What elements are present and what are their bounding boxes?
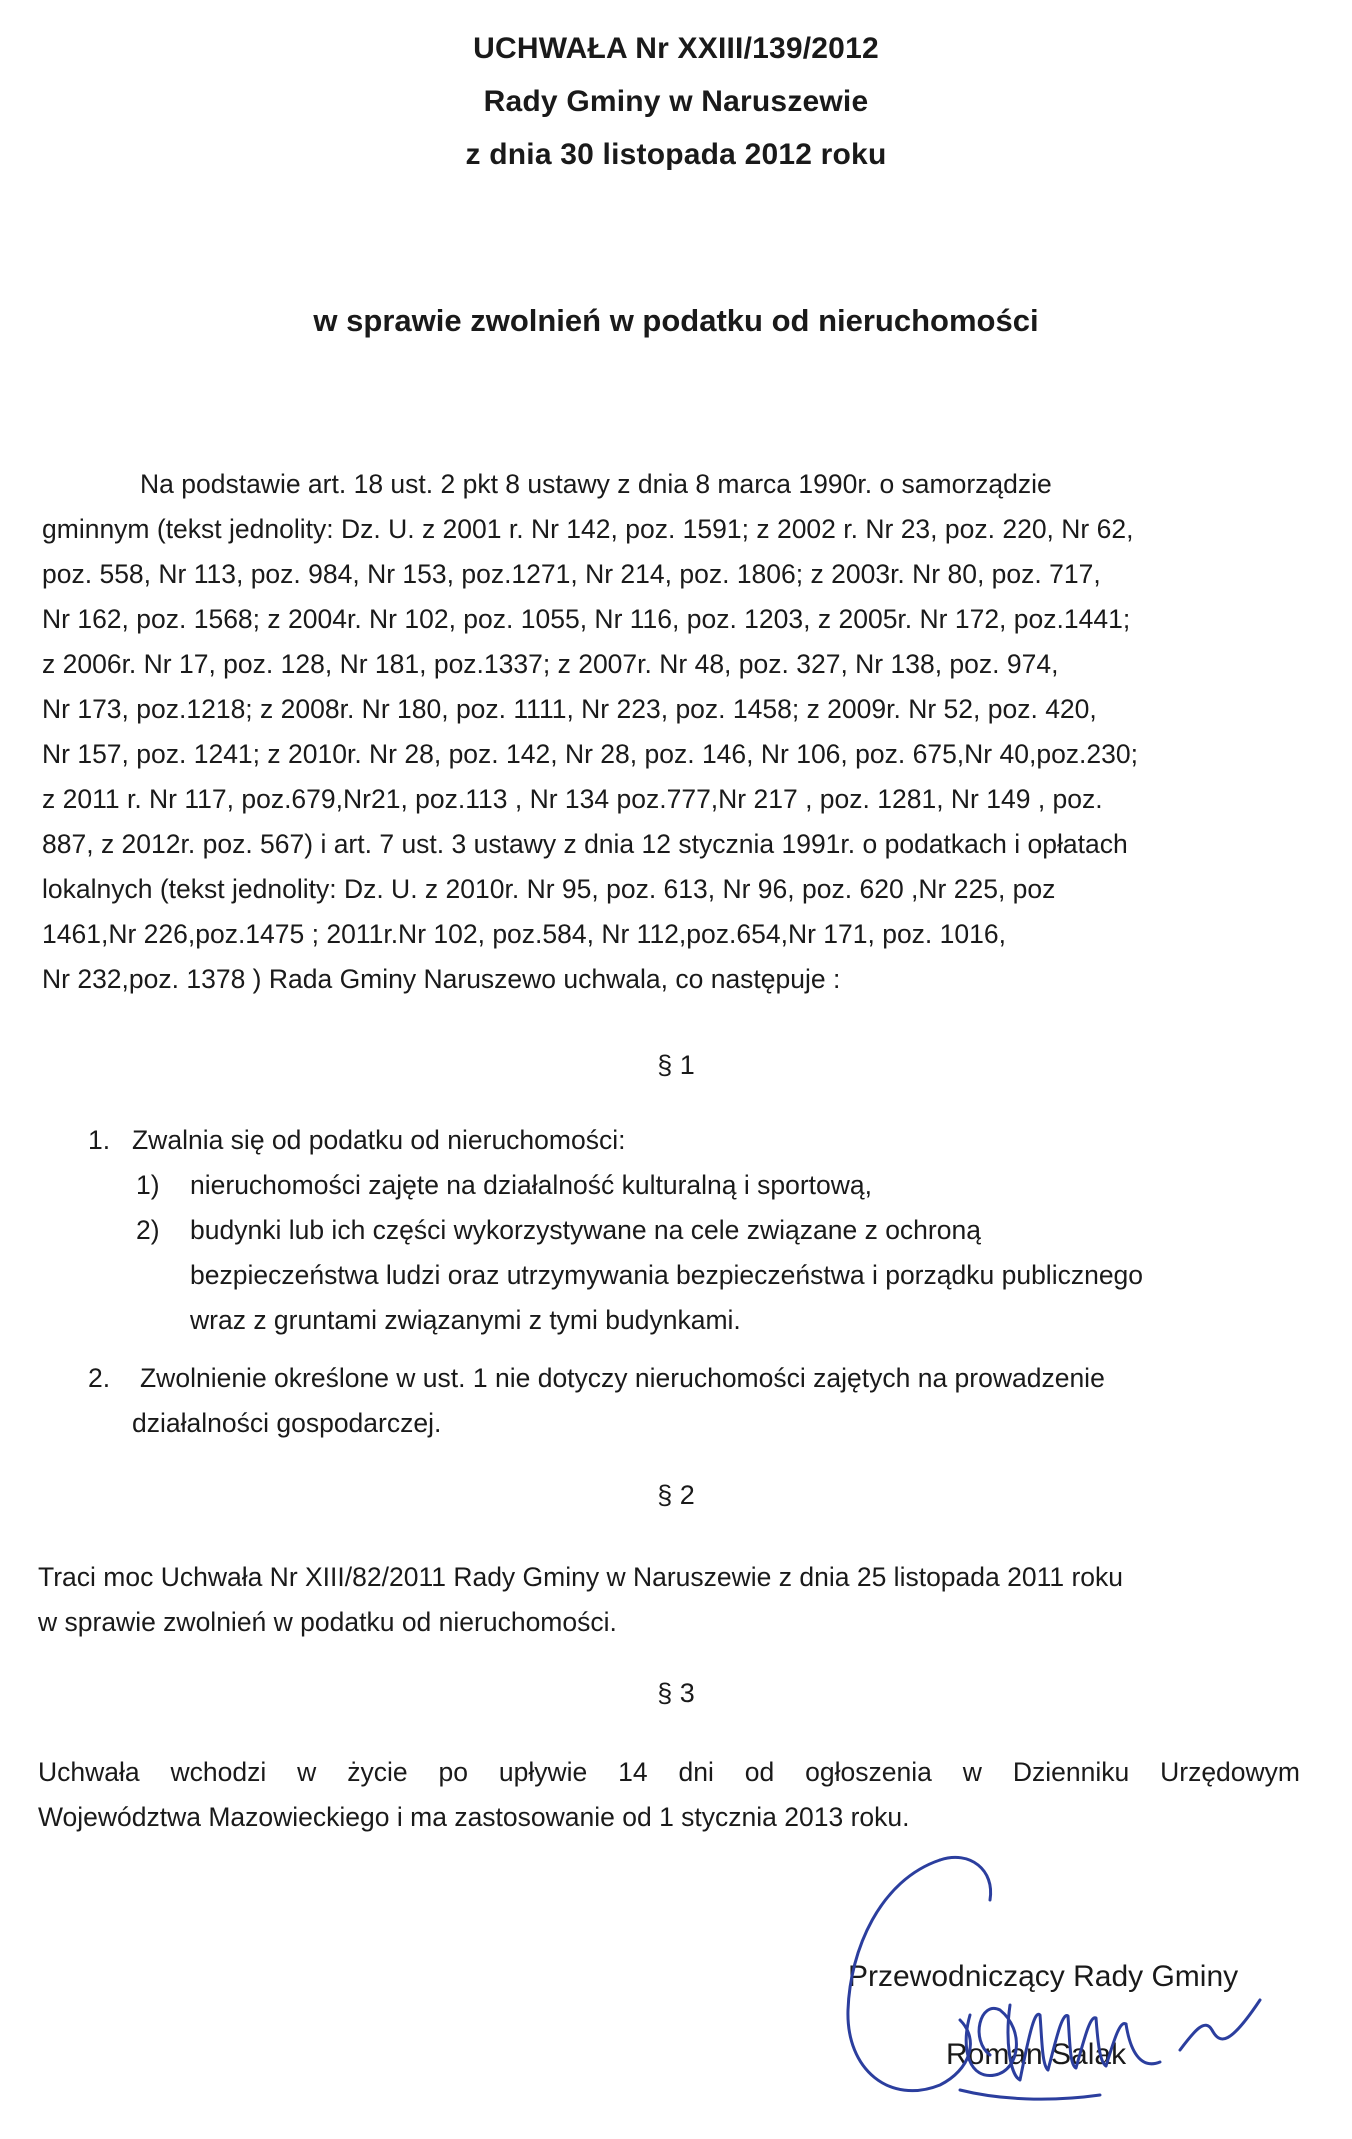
subitem-number: 1) (136, 1170, 160, 1200)
section-2-line: Traci moc Uchwała Nr XIII/82/2011 Rady Gminy w Naruszewie z dnia 25 listopada 2011 roku (38, 1562, 1124, 1592)
preamble-line: Na podstawie art. 18 ust. 2 pkt 8 ustawy z dnia 8 marca 1990r. o samorządzie (140, 469, 1052, 499)
resolution-title: UCHWAŁA Nr XXIII/139/2012 (473, 32, 879, 65)
section-3-heading: § 3 (657, 1678, 695, 1708)
preamble-line: poz. 558, Nr 113, poz. 984, Nr 153, poz.1271, Nr 214, poz. 1806; z 2003r. Nr 80, poz. 717, (42, 559, 1101, 589)
subitem-text: nieruchomości zajęte na działalność kulturalną i sportową, (190, 1170, 872, 1200)
resolution-subject: w sprawie zwolnień w podatku od nieruchomości (313, 303, 1039, 338)
signatory-name: Roman Salak (946, 2038, 1127, 2071)
council-name: Rady Gminy w Naruszewie (483, 85, 869, 118)
section-3-line: Uchwała wchodzi w życie po upływie 14 dni od ogłoszenia w Dzienniku Urzędowym (38, 1757, 1300, 1787)
preamble-line: Nr 162, poz. 1568; z 2004r. Nr 102, poz. 1055, Nr 116, poz. 1203, z 2005r. Nr 172, poz.1441; (42, 604, 1131, 634)
preamble-line: lokalnych (tekst jednolity: Dz. U. z 2010r. Nr 95, poz. 613, Nr 96, poz. 620 ,Nr 225, poz (42, 874, 1056, 904)
item-text: Zwolnienie określone w ust. 1 nie dotyczy nieruchomości zajętych na prowadzenie (140, 1363, 1105, 1393)
section-2-line: w sprawie zwolnień w podatku od nieruchomości. (38, 1607, 617, 1637)
subitem-number: 2) (136, 1215, 160, 1245)
preamble-line: Nr 173, poz.1218; z 2008r. Nr 180, poz. 1111, Nr 223, poz. 1458; z 2009r. Nr 52, poz. 420, (42, 694, 1097, 724)
item-number: 2. (88, 1363, 111, 1393)
section-2-heading: § 2 (657, 1480, 695, 1510)
signatory-role: Przewodniczący Rady Gminy (848, 1960, 1239, 1993)
resolution-date: z dnia 30 listopada 2012 roku (465, 138, 887, 171)
preamble-line: z 2011 r. Nr 117, poz.679,Nr21, poz.113 , Nr 134 poz.777,Nr 217 , poz. 1281, Nr 149 , poz. (42, 784, 1103, 814)
preamble-line: Nr 157, poz. 1241; z 2010r. Nr 28, poz. 142, Nr 28, poz. 146, Nr 106, poz. 675,Nr 40,poz.230; (42, 739, 1138, 769)
preamble-line: Nr 232,poz. 1378 ) Rada Gminy Naruszewo uchwala, co następuje : (42, 964, 841, 994)
preamble-line: z 2006r. Nr 17, poz. 128, Nr 181, poz.1337; z 2007r. Nr 48, poz. 327, Nr 138, poz. 974, (42, 649, 1059, 679)
handwritten-signature (820, 1840, 1300, 2130)
item-text: działalności gospodarczej. (132, 1408, 442, 1438)
subitem-text: bezpieczeństwa ludzi oraz utrzymywania bezpieczeństwa i porządku publicznego (190, 1260, 1144, 1290)
section-3-line: Województwa Mazowieckiego i ma zastosowanie od 1 stycznia 2013 roku. (38, 1802, 910, 1832)
subitem-text: budynki lub ich części wykorzystywane na cele związane z ochroną (190, 1215, 981, 1245)
item-number: 1. (88, 1125, 111, 1155)
preamble-line: 1461,Nr 226,poz.1475 ; 2011r.Nr 102, poz.584, Nr 112,poz.654,Nr 171, poz. 1016, (42, 919, 1006, 949)
preamble-line: gminnym (tekst jednolity: Dz. U. z 2001 r. Nr 142, poz. 1591; z 2002 r. Nr 23, poz. 220, Nr 62, (42, 514, 1134, 544)
item-text: Zwalnia się od podatku od nieruchomości: (132, 1125, 626, 1155)
section-1-heading: § 1 (657, 1050, 695, 1080)
subitem-text: wraz z gruntami związanymi z tymi budynkami. (190, 1305, 741, 1335)
preamble-line: 887, z 2012r. poz. 567) i art. 7 ust. 3 ustawy z dnia 12 stycznia 1991r. o podatkach i opłatach (42, 829, 1128, 859)
